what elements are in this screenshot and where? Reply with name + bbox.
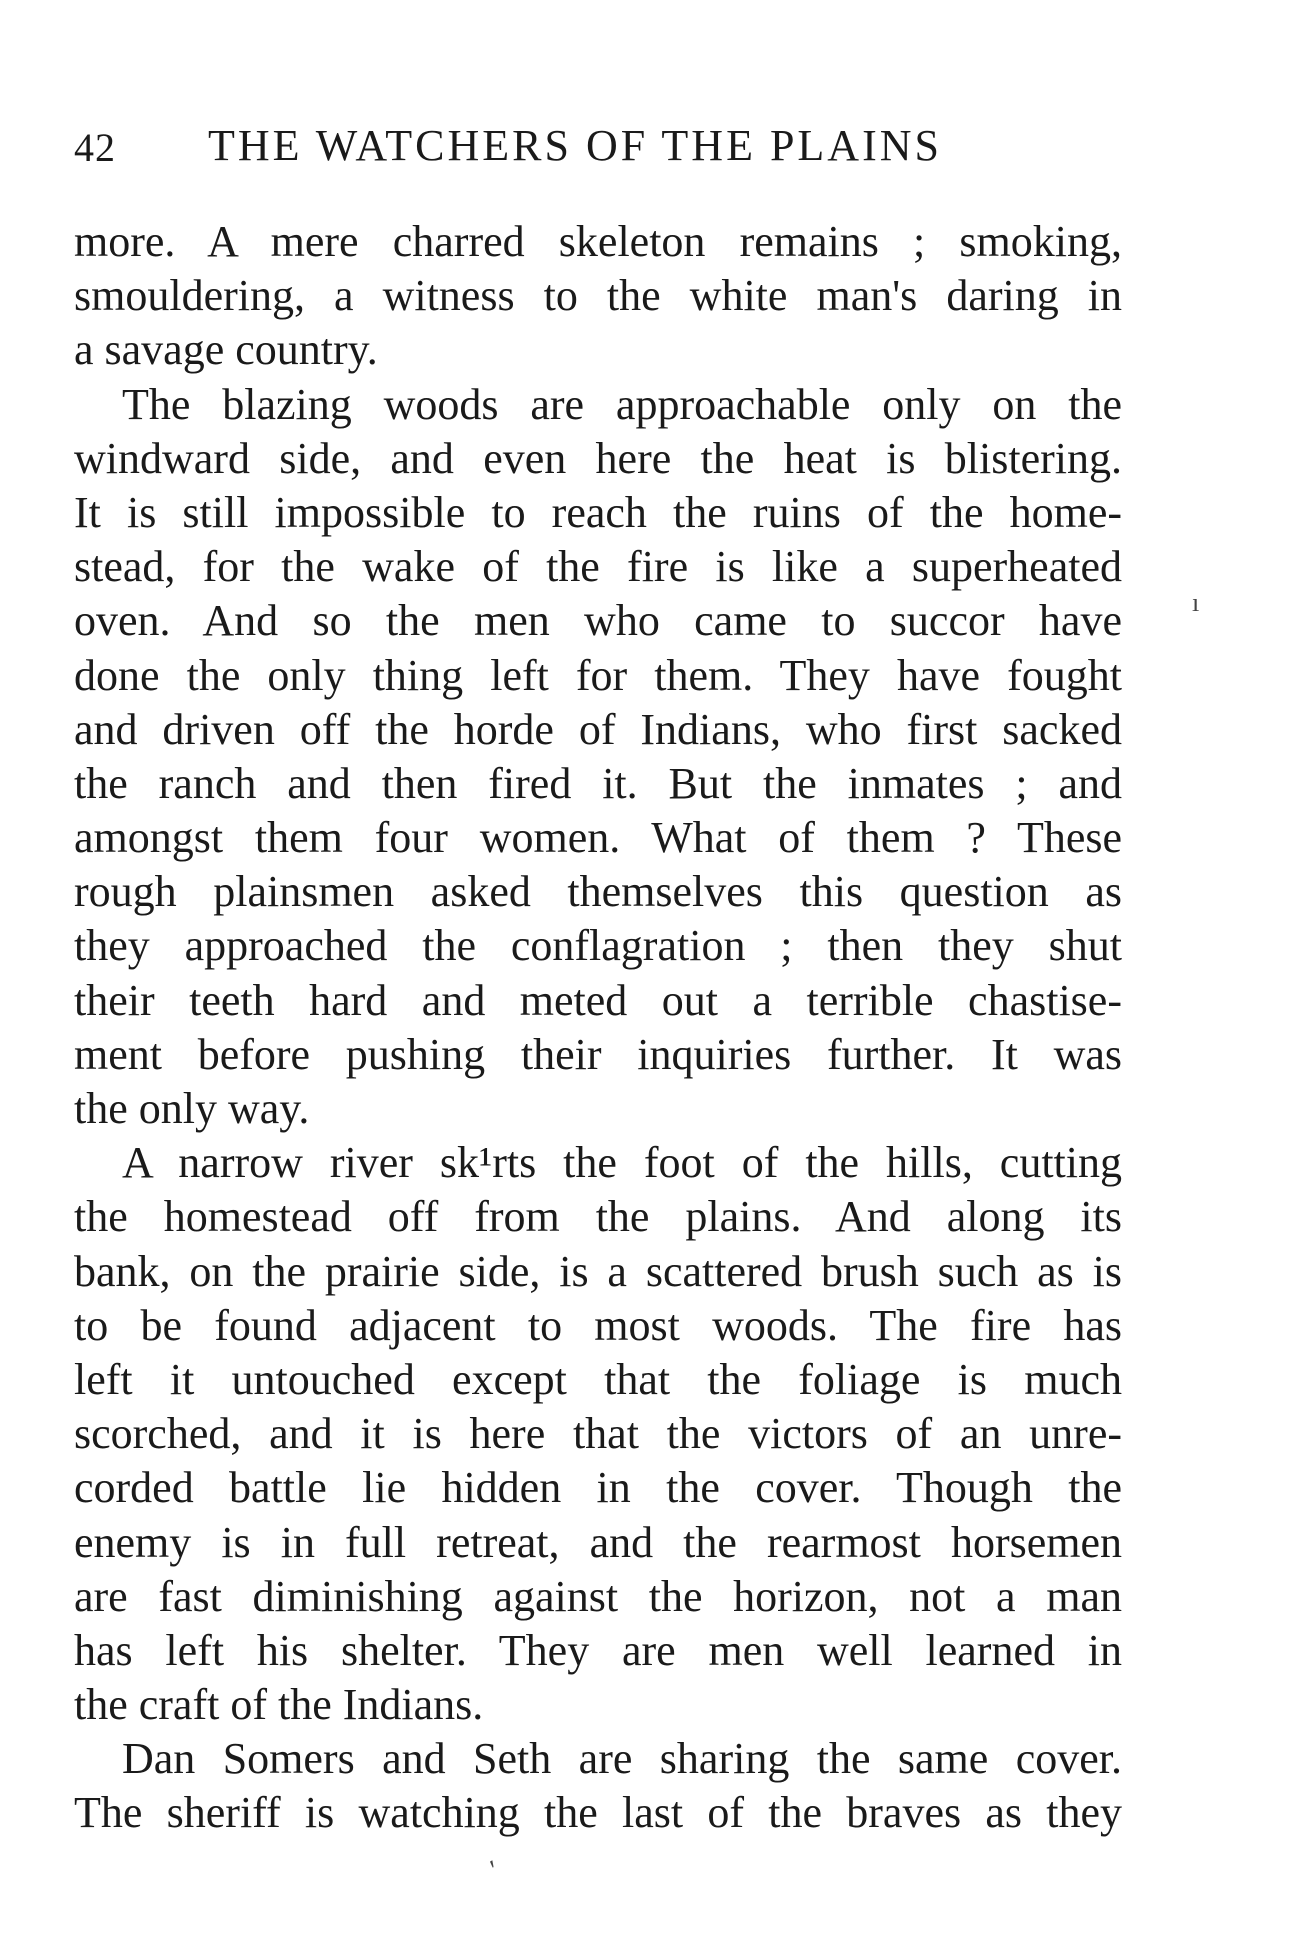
text-line: the homestead off from the plains. And along its	[74, 1192, 1122, 1242]
text-line: stead, for the wake of the fire is like a superheated	[74, 542, 1122, 592]
text-line: amongst them four women. What of them ? These	[74, 813, 1122, 863]
text-line: corded battle lie hidden in the cover. Though the	[74, 1463, 1122, 1513]
text-line: oven. And so the men who came to succor have	[74, 596, 1122, 646]
paragraph-2	[74, 378, 1122, 1137]
text-line: the craft of the Indians.	[74, 1680, 484, 1730]
text-line: and driven off the horde of Indians, who first sacked	[74, 704, 1122, 754]
text-line: left it untouched except that the foliage is much	[74, 1354, 1122, 1404]
text-line: rough plainsmen asked themselves this question as	[74, 867, 1122, 917]
paragraph-4	[74, 1732, 1122, 1840]
text-line: are fast diminishing against the horizon, not a man	[74, 1571, 1122, 1621]
text-line: scorched, and it is here that the victors of an unre-	[74, 1409, 1122, 1459]
text-line: Dan Somers and Seth are sharing the same cover.	[122, 1734, 1122, 1784]
text-line: their teeth hard and meted out a terrible chastise-	[74, 975, 1122, 1025]
text-line: done the only thing left for them. They have fought	[74, 650, 1122, 700]
paragraph-3	[74, 1136, 1122, 1732]
text-line: more. A mere charred skeleton remains ; smoking,	[74, 217, 1122, 266]
running-head	[74, 120, 1114, 180]
text-line: The blazing woods are approachable only on the	[122, 379, 1122, 429]
text-line: the only way.	[74, 1084, 310, 1133]
text-line: has left his shelter. They are men well learned in	[74, 1625, 1122, 1675]
text-line: bank, on the prairie side, is a scattered brush such as is	[74, 1246, 1122, 1296]
text-line: ment before pushing their inquiries further. It was	[74, 1029, 1122, 1079]
paragraph-1	[74, 215, 1122, 378]
text-line: windward side, and even here the heat is blistering.	[74, 433, 1122, 483]
text-line: The sheriff is watching the last of the braves as they	[74, 1788, 1122, 1838]
text-line: a savage country.	[74, 325, 378, 375]
text-line: the ranch and then fired it. But the inmates ; and	[74, 758, 1122, 808]
book-title: THE WATCHERS OF THE PLAINS	[208, 121, 942, 170]
body-text	[74, 215, 1122, 1841]
text-line: they approached the conflagration ; then they shut	[74, 921, 1122, 971]
text-line: smouldering, a witness to the white man's daring in	[74, 271, 1122, 321]
text-line: to be found adjacent to most woods. The fire has	[74, 1300, 1122, 1350]
text-line: enemy is in full retreat, and the rearmost horsemen	[74, 1517, 1122, 1567]
margin-speck: ı	[1192, 588, 1200, 617]
text-line: A narrow river sk¹rts the foot of the hills, cutting	[122, 1138, 1122, 1188]
text-line: It is still impossible to reach the ruins of the home-	[74, 487, 1122, 537]
page-number: 42	[74, 125, 116, 170]
bottom-speck: ′	[485, 1854, 507, 1885]
